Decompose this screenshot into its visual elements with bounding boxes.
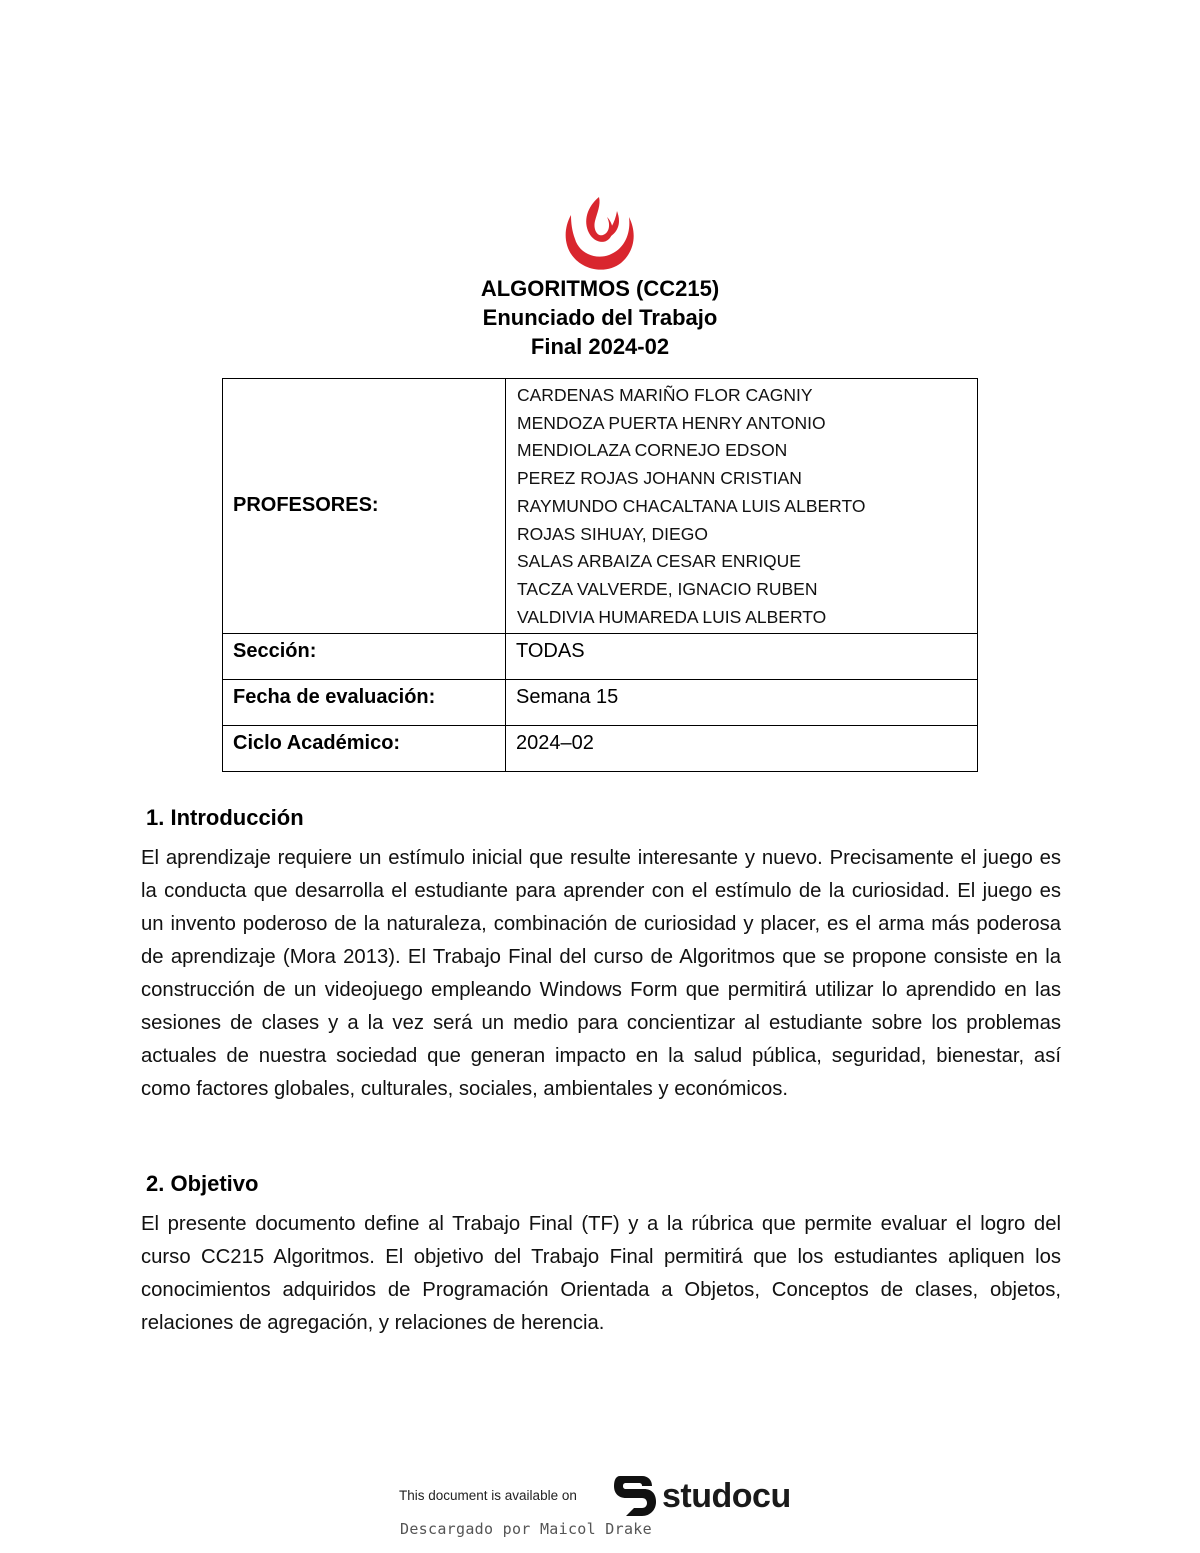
- studocu-logo-icon: [612, 1472, 658, 1520]
- studocu-brand[interactable]: [612, 1472, 791, 1520]
- ciclo-value: 2024–02: [506, 726, 978, 772]
- section-heading: 1. Introducción: [146, 805, 304, 830]
- fecha-row: [223, 680, 978, 726]
- fecha-value: Semana 15: [506, 680, 978, 726]
- ciclo-label: Ciclo Académico:: [223, 726, 506, 772]
- profesor-name: CARDENAS MARIÑO FLOR CAGNIY: [517, 385, 813, 405]
- page-footer: [0, 1468, 1200, 1553]
- profesor-name: MENDOZA PUERTA HENRY ANTONIO: [517, 412, 826, 433]
- title-statement: Enunciado del Trabajo: [482, 305, 718, 330]
- profesor-name: TACZA VALVERDE, IGNACIO RUBEN: [517, 578, 818, 599]
- section-objetivo: [141, 1170, 1061, 1340]
- section-heading: 2. Objetivo: [146, 1171, 259, 1196]
- available-on-text: This document is available on: [399, 1488, 577, 1503]
- profesor-name: ROJAS SIHUAY, DIEGO: [517, 523, 708, 544]
- profesor-name: RAYMUNDO CHACALTANA LUIS ALBERTO: [517, 495, 866, 516]
- ciclo-row: [223, 726, 978, 772]
- seccion-value: TODAS: [506, 634, 978, 680]
- seccion-row: [223, 634, 978, 680]
- document-title: [0, 274, 1200, 361]
- studocu-wordmark: studocu: [662, 1476, 791, 1515]
- section-introduccion: [141, 804, 1061, 1106]
- title-course: ALGORITMOS (CC215): [480, 276, 720, 301]
- section-body: El presente documento define al Trabajo Final (TF) y a la rúbrica que permite evaluar el logro del curso CC215 Algoritmos. El objetivo del Trabajo Final permitirá que los estudiantes apliquen los conocimientos adquiridos de Programación Orientada a Objetos, Conceptos de clases, objetos, relaciones de agregación, y relaciones de herencia.: [141, 1213, 1061, 1334]
- profesor-name: VALDIVIA HUMAREDA LUIS ALBERTO: [517, 606, 827, 627]
- section-body: El aprendizaje requiere un estímulo inicial que resulte interesante y nuevo. Precisamente el juego es la conducta que desarrolla el estudiante para aprender con el estímulo de la curiosidad. El juego es un invento poderoso de la naturaleza, combinación de curiosidad y placer, es el arma más poderosa de aprendizaje (Mora 2013). El Trabajo Final del curso de Algoritmos que se propone consiste en la construcción de un videojuego empleando Windows Form que permitirá utilizar lo aprendido en las sesiones de clases y a la vez será un medio para concientizar al estudiante sobre los problemas actuales de nuestra sociedad que generan impacto en la salud pública, seguridad, bienestar, así como factores globales, culturales, sociales, ambientales y económicos.: [141, 847, 1061, 1100]
- title-period: Final 2024-02: [530, 334, 670, 359]
- downloaded-by-text: Descargado por Maicol Drake: [400, 1520, 652, 1538]
- profesores-label: PROFESORES:: [233, 493, 379, 516]
- profesores-list: [506, 379, 977, 633]
- seccion-label: Sección:: [223, 634, 506, 680]
- upc-logo-icon: [559, 193, 639, 271]
- profesor-name: PEREZ ROJAS JOHANN CRISTIAN: [517, 468, 802, 489]
- profesor-name: SALAS ARBAIZA CESAR ENRIQUE: [517, 551, 801, 572]
- course-info-table: [222, 378, 978, 772]
- fecha-label: Fecha de evaluación:: [223, 680, 506, 726]
- profesor-name: MENDIOLAZA CORNEJO EDSON: [517, 440, 788, 461]
- profesores-row: [223, 379, 978, 634]
